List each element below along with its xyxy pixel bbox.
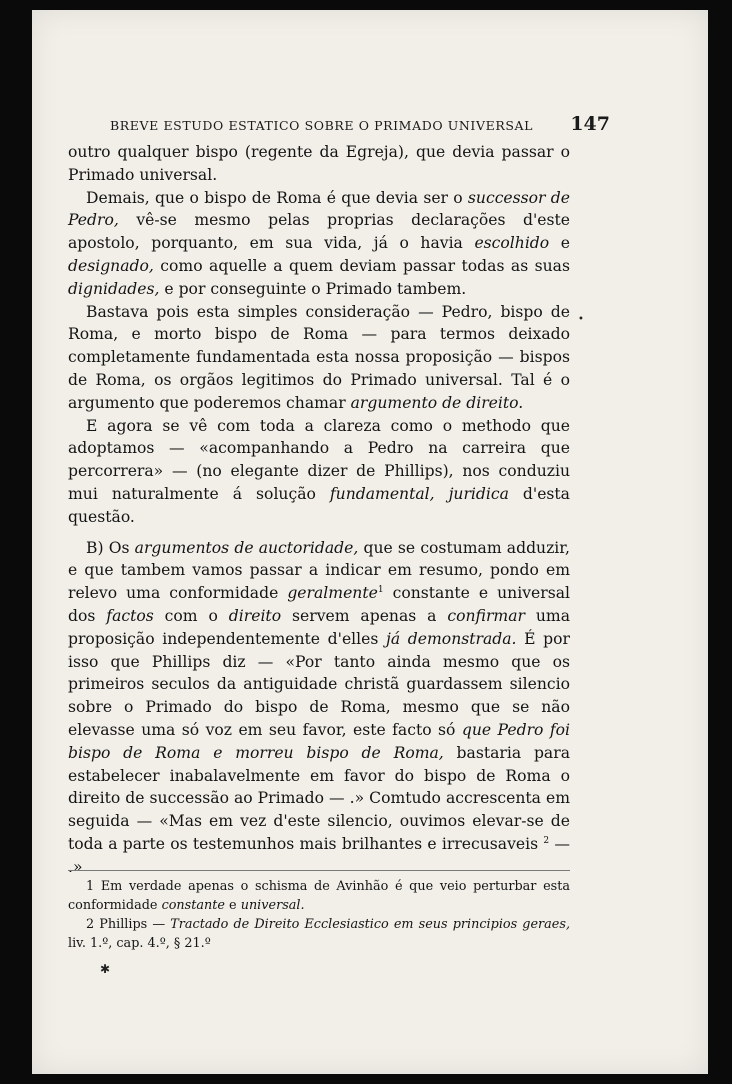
footnotes bbox=[68, 877, 570, 953]
margin-dot: • bbox=[578, 314, 584, 325]
footnote-2: 2 Phillips — Tractado de Direito Ecclesiastico em seus principios geraes, liv. 1.º, cap. 4.º, § 21.º bbox=[68, 917, 571, 951]
page-number: 147 bbox=[570, 113, 610, 135]
running-title: BREVE ESTUDO ESTATICO SOBRE O PRIMADO UNIVERSAL bbox=[110, 118, 534, 133]
main-text bbox=[68, 141, 570, 879]
signature-mark: ✱ bbox=[100, 962, 111, 976]
footnote-1: 1 Em verdade apenas o schisma de Avinhão é que veio perturbar esta conformidade constante e universal. bbox=[68, 879, 570, 913]
footnote-ref-2: 2 bbox=[543, 835, 550, 846]
paragraph-3: Bastava pois esta simples consideração — Pedro, bispo de Roma, e morto bispo de Roma — para termos deixado completamente fundamentada esta nossa proposição — bispos de Roma, os orgãos legitimos do Primado universal. Tal é o argumento que poderemos chamar argumento de direito. bbox=[68, 302, 570, 412]
page-header bbox=[110, 113, 610, 135]
footnote-ref-1: 1 bbox=[377, 584, 384, 595]
footnote-divider bbox=[68, 870, 570, 871]
paragraph-2: Demais, que o bispo de Roma é que devia ser o successor de Pedro, vê-se mesmo pelas proprias declarações d'este apostolo, porquanto, em sua vida, já o havia escolhido e designado, como aquelle a quem deviam passar todas as suas dignidades, e por conseguinte o Primado tambem. bbox=[68, 188, 570, 298]
paragraph-1: outro qualquer bispo (regente da Egreja), que devia passar o Primado universal. bbox=[68, 143, 570, 184]
paragraph-5: B) Os argumentos de auctoridade, que se costumam adduzir, e que tambem vamos passar a indicar em resumo, pondo em relevo uma conformidade geralmente$^1$ constante e universal dos factos com o direito servem apenas a confirmar uma proposição independentemente d'elles já demonstrada. É por isso que Phillips diz — «Por tanto ainda mesmo que os primeiros seculos da antiguidade christã guardassem silencio sobre o Primado do bispo de Roma, mesmo que se não elevasse uma só voz em seu favor, este facto só que Pedro foi bispo de Roma e morreu bispo de Roma, bastaria para estabelecer inabalavelmente em favor do bispo de Roma o direito de successão ao Primado — .» Comtudo accrescenta em seguida — «Mas em vez d'este silencio, ouvimos elevar-se de toda a parte os testemunhos mais brilhantes e irrecusaveis $^2$ — .» bbox=[68, 538, 570, 876]
paragraph-4: E agora se vê com toda a clareza como o methodo que adoptamos — «acompanhando a Pedro na carreira que percorrera» — (no elegante dizer de Phillips), nos conduziu mui naturalmente á solução fundamental, juridica d'esta questão. bbox=[68, 416, 570, 526]
